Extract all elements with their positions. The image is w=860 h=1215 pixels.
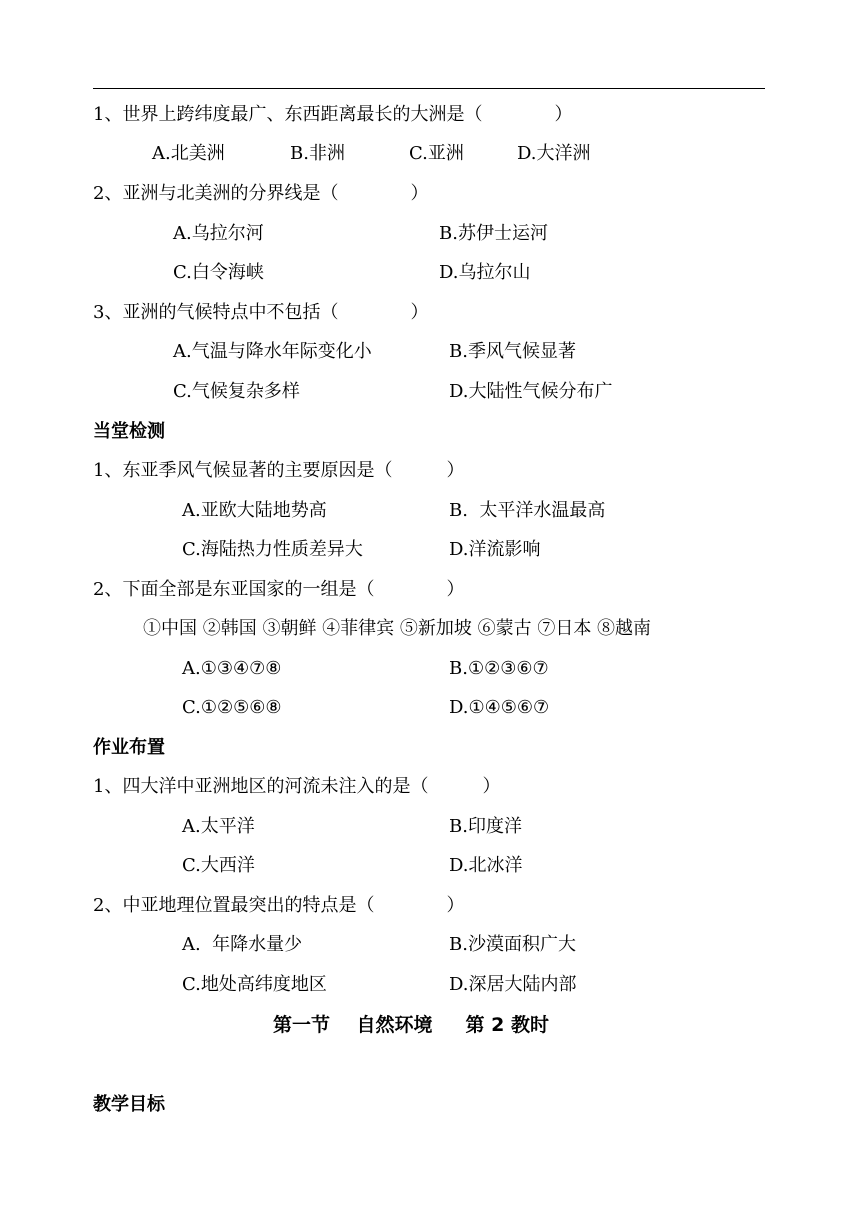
option-d: D.北冰洋 (449, 855, 523, 876)
question-stem: 2、亚洲与北美洲的分界线是（ ） (93, 183, 429, 204)
option-a: A.北美洲 (152, 143, 225, 164)
option-b: B.非洲 (290, 143, 345, 164)
option-a: A.亚欧大陆地势高 (182, 500, 327, 521)
section-heading-homework: 作业布置 (93, 737, 165, 758)
question-stem: 2、下面全部是东亚国家的一组是（ ） (93, 579, 465, 600)
option-c: C.气候复杂多样 (173, 381, 300, 402)
question-stem: 3、亚洲的气候特点中不包括（ ） (93, 302, 429, 323)
question-stem: 1、四大洋中亚洲地区的河流未注入的是（ ） (93, 776, 501, 797)
option-d: D.①④⑤⑥⑦ (449, 697, 550, 718)
option-c: C.亚洲 (409, 143, 464, 164)
option-c: C.大西洋 (182, 855, 255, 876)
option-b: B.①②③⑥⑦ (449, 658, 549, 679)
option-b: B.苏伊士运河 (439, 223, 548, 244)
option-b: B.沙漠面积广大 (449, 934, 576, 955)
option-d: D.大洋洲 (517, 143, 591, 164)
option-a: A.乌拉尔河 (173, 223, 264, 244)
option-c: C.地处高纬度地区 (182, 974, 327, 995)
option-d: D.洋流影响 (449, 539, 541, 560)
question-stem: 2、中亚地理位置最突出的特点是（ ） (93, 895, 465, 916)
option-d: D.乌拉尔山 (439, 262, 531, 283)
option-c: C.①②⑤⑥⑧ (182, 697, 282, 718)
question-stem: 1、东亚季风气候显著的主要原因是（ ） (93, 460, 465, 481)
option-b: B.印度洋 (449, 816, 522, 837)
question-stem: 1、世界上跨纬度最广、东西距离最长的大洲是（ ） (93, 104, 573, 125)
option-a: A.①③④⑦⑧ (182, 658, 282, 679)
country-list: ①中国 ②韩国 ③朝鲜 ④菲律宾 ⑤新加坡 ⑥蒙古 ⑦日本 ⑧越南 (143, 618, 652, 639)
header-rule (93, 88, 765, 89)
option-d: D.深居大陆内部 (449, 974, 577, 995)
option-a: A. 年降水量少 (182, 934, 303, 955)
lesson-title: 第一节 自然环境 第 2 教时 (273, 1014, 549, 1036)
option-c: C.海陆热力性质差异大 (182, 539, 363, 560)
section-heading-test: 当堂检测 (93, 421, 165, 442)
option-c: C.白令海峡 (173, 262, 264, 283)
option-b: B.季风气候显著 (449, 341, 576, 362)
option-a: A.气温与降水年际变化小 (173, 341, 372, 362)
option-a: A.太平洋 (182, 816, 255, 837)
option-b: B. 太平洋水温最高 (449, 500, 606, 521)
objectives-heading: 教学目标 (93, 1094, 165, 1115)
option-d: D.大陆性气候分布广 (449, 381, 613, 402)
